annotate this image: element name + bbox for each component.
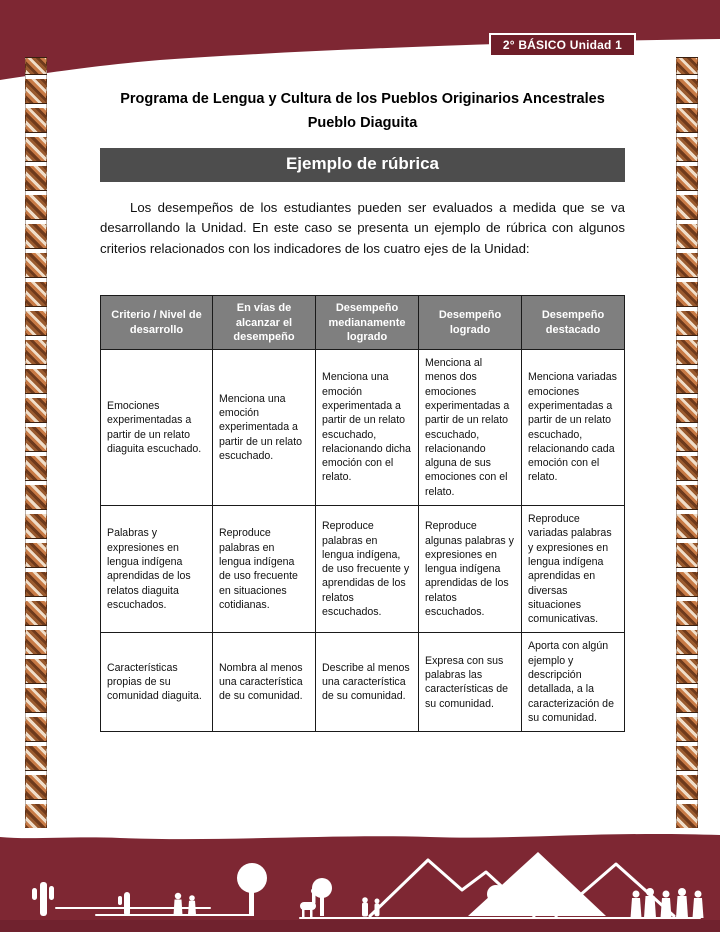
footer-landscape-icon	[0, 828, 720, 932]
rubric-table	[100, 295, 625, 732]
header-band	[0, 0, 720, 36]
unit-badge: 2° BÁSICO Unidad 1	[489, 33, 636, 57]
rubric-header-cell: En vías de alcanzar el desempeño	[213, 296, 316, 350]
section-title: Ejemplo de rúbrica	[285, 153, 440, 173]
rubric-cell: Reproduce palabras en lengua indígena, de uso frecuente y aprendidas de los relatos escuchados.	[316, 506, 419, 633]
rubric-cell: Reproduce palabras en lengua indígena de uso frecuente en situaciones cotidianas.	[213, 506, 316, 633]
section-title-banner	[100, 148, 625, 182]
rubric-cell: Palabras y expresiones en lengua indígena aprendidas de los relatos diaguita escuchados.	[101, 506, 213, 633]
rubric-cell: Reproduce algunas palabras y expresiones en lengua indígena aprendidas de los relatos escuchados.	[419, 506, 522, 633]
rubric-cell: Nombra al menos una característica de su comunidad.	[213, 633, 316, 732]
rubric-header-cell: Desempeño destacado	[522, 296, 625, 350]
program-title-line1: Programa de Lengua y Cultura de los Pueblos Originarios Ancestrales	[120, 91, 605, 107]
intro-paragraph: Los desempeños de los estudiantes pueden ser evaluados a medida que se va desarrollando la Unidad. En este caso se presenta un ejemplo de rúbrica con algunos criterios relacionados con los indicadores de los cuatro ejes de la Unidad:	[100, 199, 625, 256]
program-title-line2: Pueblo Diaguita	[307, 114, 418, 131]
rubric-cell: Menciona variadas emociones experimentadas a partir de un relato escuchado, relacionando cada emoción con el relato.	[522, 350, 625, 506]
main-content	[100, 88, 625, 732]
rubric-cell: Menciona una emoción experimentada a partir de un relato escuchado.	[213, 350, 316, 506]
rubric-cell: Reproduce variadas palabras y expresiones en lengua indígena aprendidas en diversas situaciones comunicativas.	[522, 506, 625, 633]
rubric-cell: Emociones experimentadas a partir de un relato diaguita escuchado.	[101, 350, 213, 506]
rubric-header-cell: Desempeño medianamente logrado	[316, 296, 419, 350]
rubric-cell: Menciona al menos dos emociones experimentadas a partir de un relato escuchado, relacionando alguna de sus emociones con el relato.	[419, 350, 522, 506]
table-row	[101, 350, 625, 506]
rubric-cell: Describe al menos una característica de su comunidad.	[316, 633, 419, 732]
table-row	[101, 506, 625, 633]
table-row	[101, 633, 625, 732]
rubric-cell: Aporta con algún ejemplo y descripción detallada, a la caracterización de su comunidad.	[522, 633, 625, 732]
program-title	[100, 88, 625, 136]
right-decorative-border	[676, 57, 698, 830]
left-decorative-border	[25, 57, 47, 830]
rubric-header-row	[101, 296, 625, 350]
footer-illustration	[0, 828, 720, 932]
rubric-cell: Características propias de su comunidad diaguita.	[101, 633, 213, 732]
rubric-header-cell: Criterio / Nivel de desarrollo	[101, 296, 213, 350]
rubric-cell: Expresa con sus palabras las características de su comunidad.	[419, 633, 522, 732]
rubric-cell: Menciona una emoción experimentada a partir de un relato escuchado, relacionando dicha emoción con el relato.	[316, 350, 419, 506]
rubric-header-cell: Desempeño logrado	[419, 296, 522, 350]
